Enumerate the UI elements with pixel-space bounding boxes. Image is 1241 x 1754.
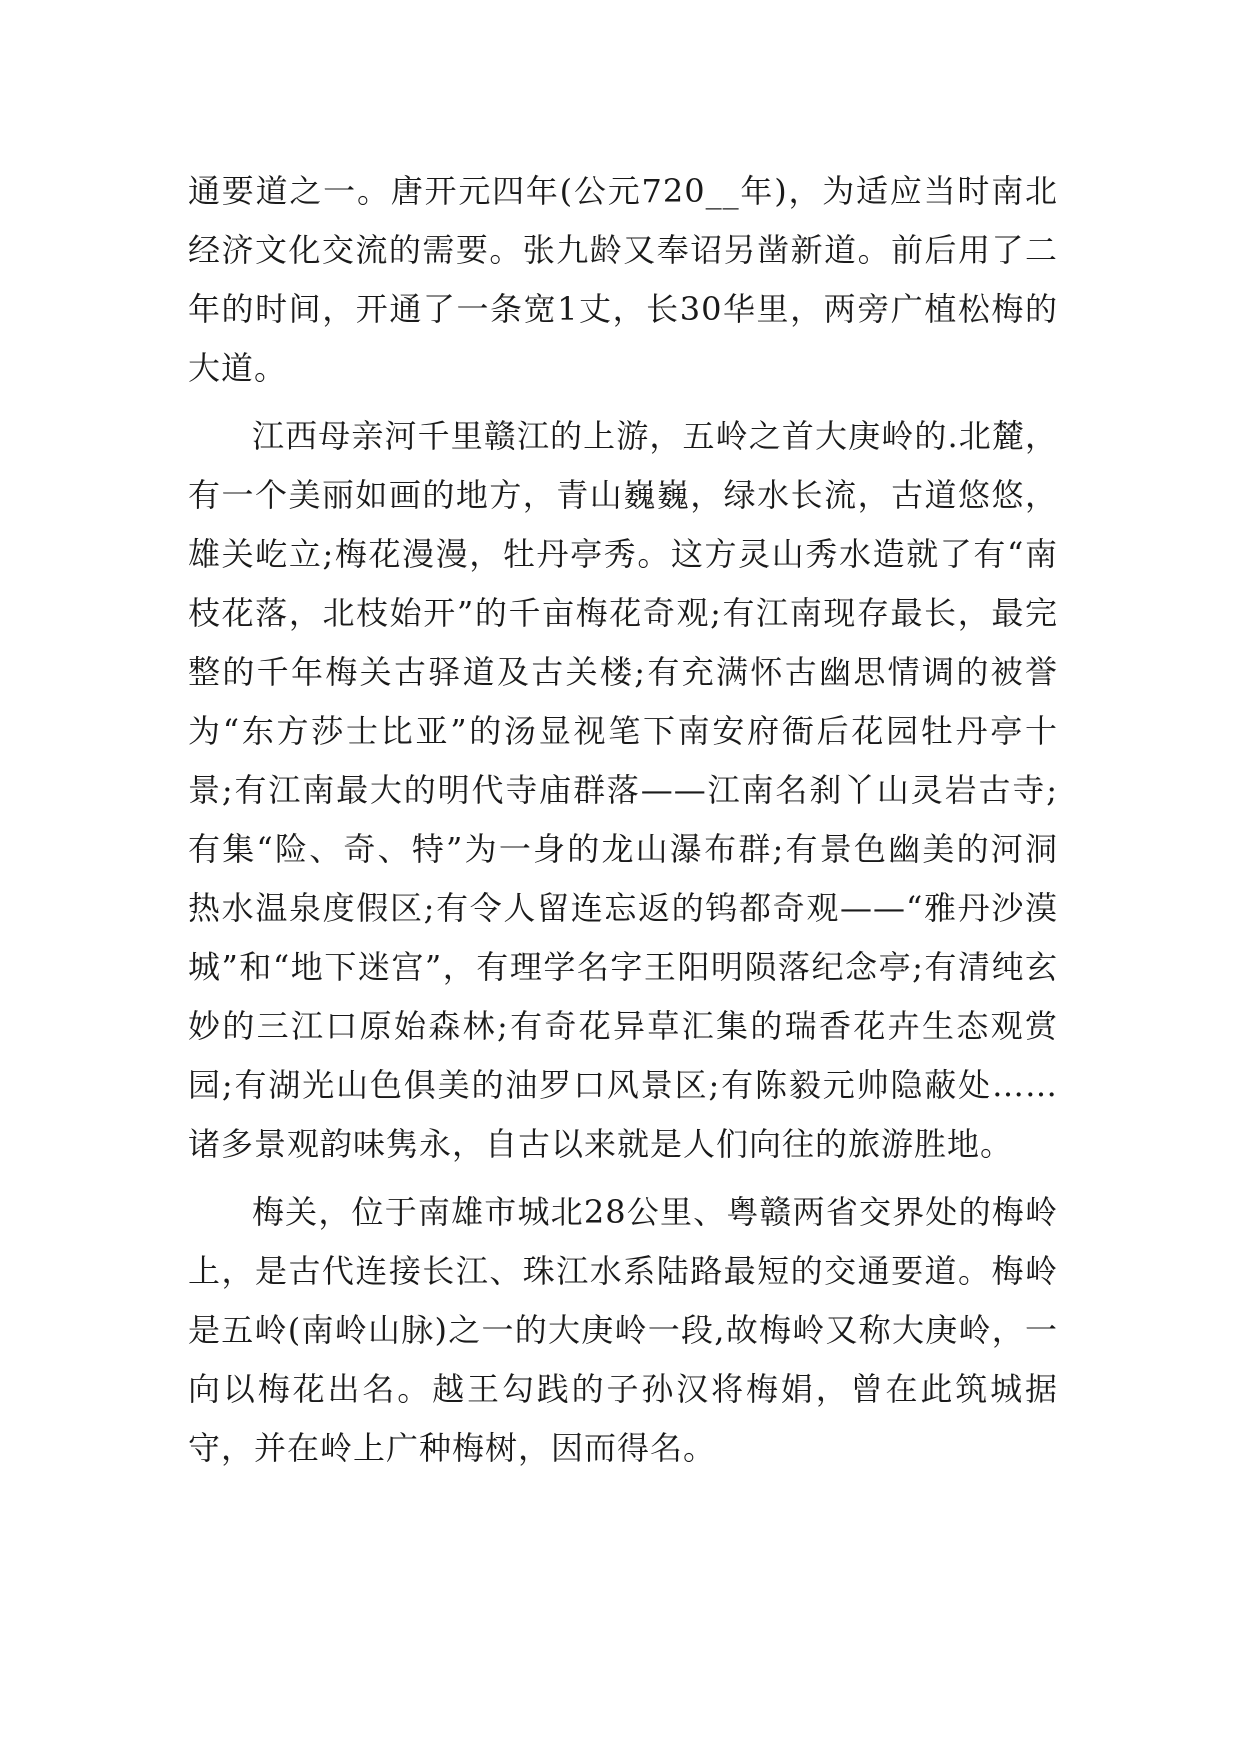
document-body: [188, 162, 1058, 1487]
paragraph-2: 江西母亲河千里赣江的上游，五岭之首大庚岭的.北麓，有一个美丽如画的地方，青山巍巍，绿水长流，古道悠悠，雄关屹立;梅花漫漫，牡丹亭秀。这方灵山秀水造就了有“南枝花落，北枝始开”的千亩梅花奇观;有江南现存最长，最完整的千年梅关古驿道及古关楼;有充满怀古幽思情调的被誉为“东方莎士比亚”的汤显视笔下南安府衙后花园牡丹亭十景;有江南最大的明代寺庙群落——江南名刹丫山灵岩古寺;有集“险、奇、特”为一身的龙山瀑布群;有景色幽美的河洞热水温泉度假区;有令人留连忘返的钨都奇观——“雅丹沙漠城”和“地下迷宫”，有理学名字王阳明陨落纪念亭;有清纯玄妙的三江口原始森林;有奇花异草汇集的瑞香花卉生态观赏园;有湖光山色俱美的油罗口风景区;有陈毅元帅隐蔽处……诸多景观韵味隽永，自古以来就是人们向往的旅游胜地。: [188, 417, 1058, 1163]
paragraph-1: 通要道之一。唐开元四年(公元720__年)，为适应当时南北经济文化交流的需要。张九龄又奉诏另凿新道。前后用了二年的时间，开通了一条宽1丈，长30华里，两旁广植松梅的大道。: [188, 172, 1058, 387]
paragraph-3: 梅关，位于南雄市城北28公里、粤赣两省交界处的梅岭上，是古代连接长江、珠江水系陆路最短的交通要道。梅岭是五岭(南岭山脉)之一的大庚岭一段,故梅岭又称大庚岭，一向以梅花出名。越王勾践的子孙汉将梅娟，曾在此筑城据守，并在岭上广种梅树，因而得名。: [188, 1193, 1058, 1467]
